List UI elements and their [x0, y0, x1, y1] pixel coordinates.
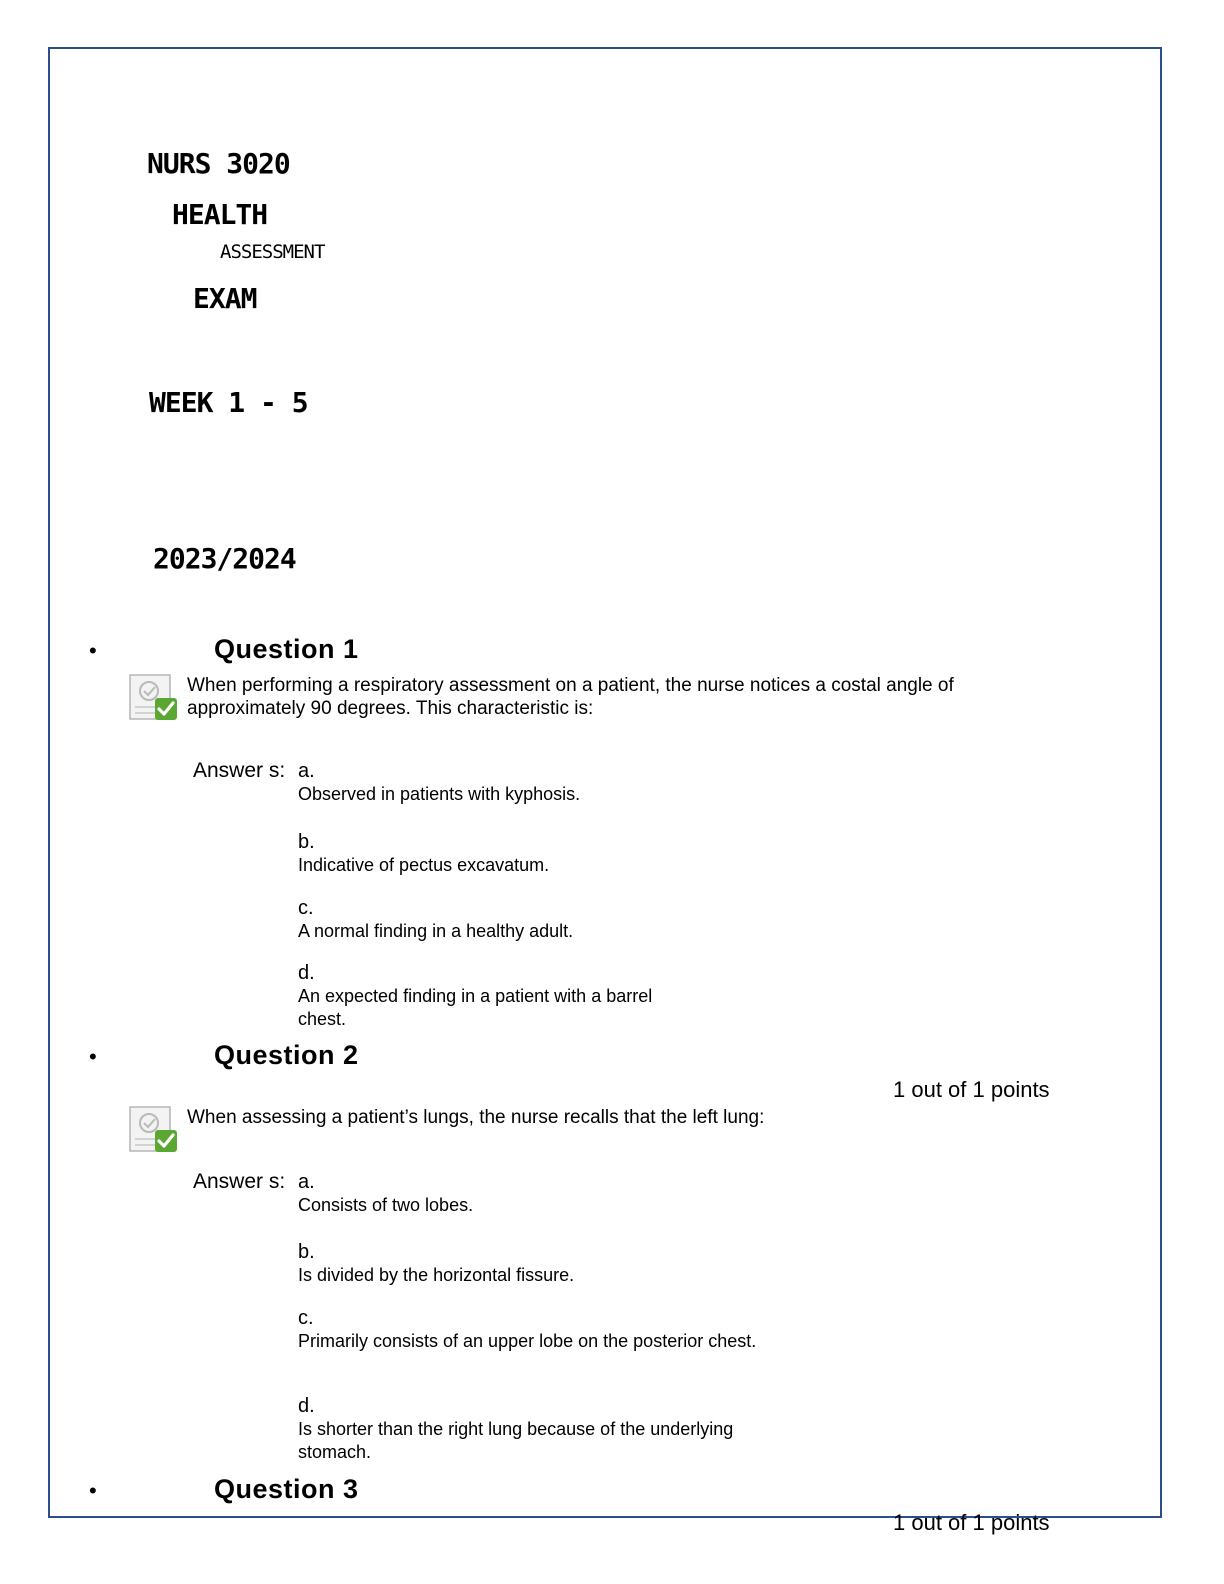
question-2-option-d	[298, 1394, 758, 1464]
question-3-heading: Question 3	[214, 1474, 359, 1504]
title-year: 2023/2024	[153, 542, 296, 575]
question-1-heading: Question 1	[214, 634, 359, 664]
bullet: •	[89, 1044, 97, 1069]
title-assessment: ASSESSMENT	[220, 241, 325, 263]
option-text: A normal finding in a healthy adult.	[298, 921, 574, 941]
question-1-option-b	[298, 830, 818, 877]
option-letter: a.	[298, 760, 315, 782]
option-letter: a.	[298, 1171, 315, 1193]
option-text: Indicative of pectus excavatum.	[298, 855, 550, 875]
question-1-text: When performing a respiratory assessment on a patient, the nurse notices a costal angle of approximately 90 degrees. This characteristic is:	[187, 675, 954, 719]
correct-check-icon	[129, 1106, 179, 1154]
question-2-points: 1 out of 1 points	[893, 1077, 1050, 1102]
option-text: Primarily consists of an upper lobe on the posterior chest.	[298, 1331, 757, 1351]
question-2-text: When assessing a patient’s lungs, the nurse recalls that the left lung:	[187, 1107, 765, 1128]
option-text: Is shorter than the right lung because of the underlying stomach.	[298, 1419, 734, 1462]
bullet: •	[89, 1478, 97, 1503]
option-letter: d.	[298, 1395, 315, 1417]
option-letter: c.	[298, 1307, 314, 1329]
question-1-option-a	[298, 759, 818, 806]
course-code: NURS 3020	[147, 147, 290, 180]
title-exam: EXAM	[193, 282, 257, 315]
option-letter: d.	[298, 962, 315, 984]
option-text: Is divided by the horizontal fissure.	[298, 1265, 575, 1285]
correct-check-icon	[129, 674, 179, 722]
option-letter: b.	[298, 1241, 315, 1263]
question-2-option-a	[298, 1170, 818, 1217]
option-letter: b.	[298, 831, 315, 853]
title-health: HEALTH	[172, 198, 268, 231]
title-week: WEEK 1 - 5	[149, 386, 308, 419]
question-2-option-b	[298, 1240, 818, 1287]
option-text: Observed in patients with kyphosis.	[298, 784, 581, 804]
option-text: Consists of two lobes.	[298, 1195, 474, 1215]
bullet: •	[89, 638, 97, 663]
question-2-option-c	[298, 1306, 818, 1353]
question-1-option-c	[298, 896, 818, 943]
answers-label: Answer s:	[193, 1170, 286, 1193]
option-text: An expected finding in a patient with a barrel chest.	[298, 986, 653, 1029]
question-3-points: 1 out of 1 points	[893, 1510, 1050, 1535]
answers-label: Answer s:	[193, 759, 286, 782]
option-letter: c.	[298, 897, 314, 919]
question-2-heading: Question 2	[214, 1040, 359, 1070]
question-1-option-d	[298, 961, 698, 1031]
